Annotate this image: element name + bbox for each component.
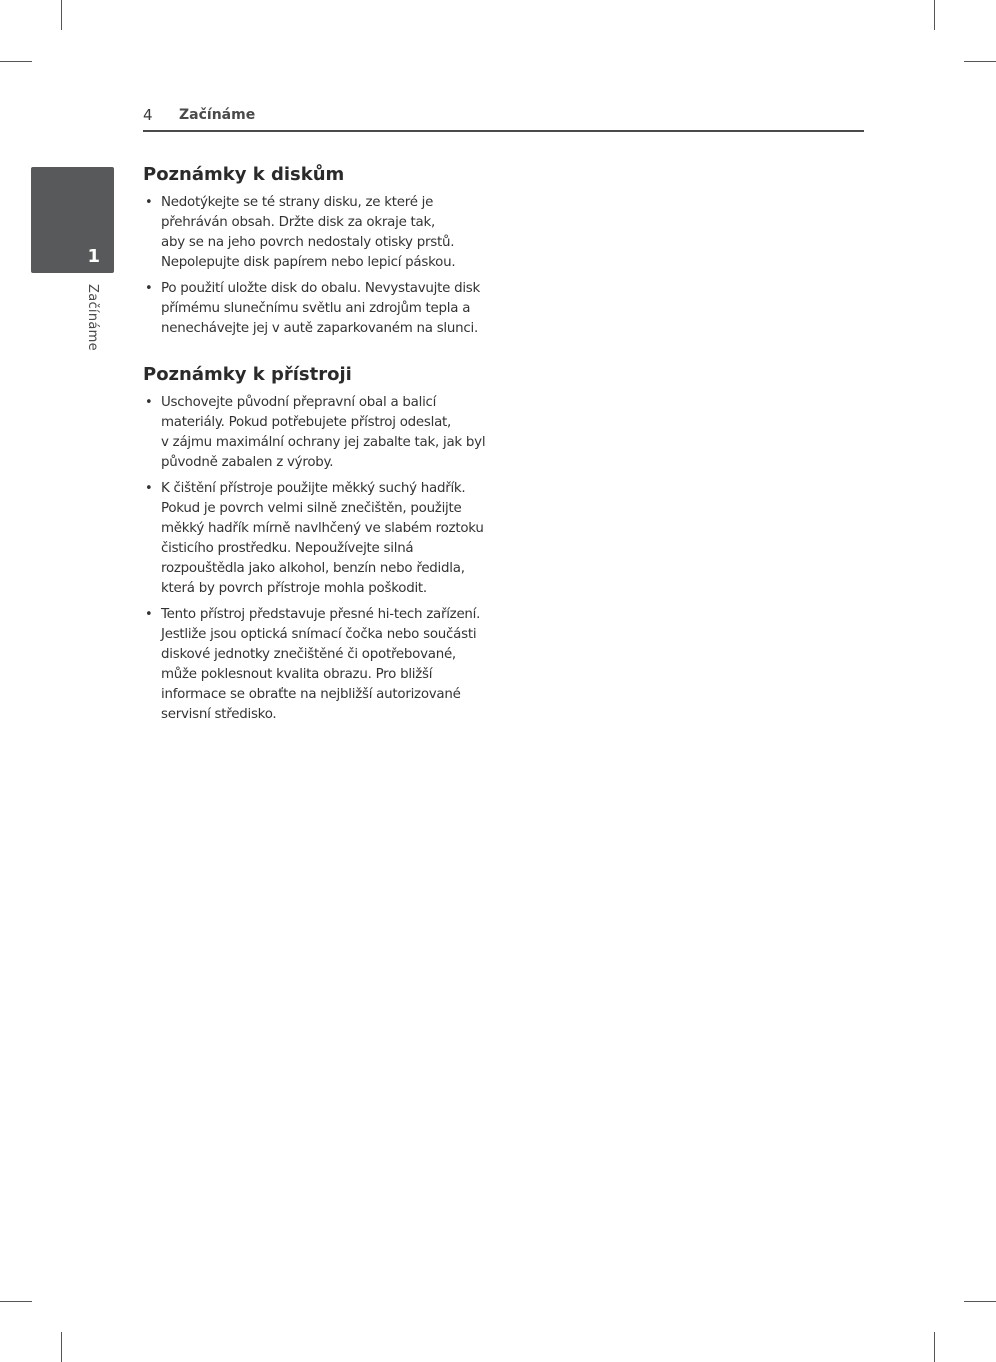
- bullet-item: • Po použití uložte disk do obalu. Nevystavujte disk přímému slunečnímu světlu ani zdrojům tepla a nenechávejte jej v autě zaparkovaném na slunci.: [143, 279, 495, 339]
- bullet-item: • Tento přístroj představuje přesné hi-tech zařízení. Jestliže jsou optická snímací čočka nebo součásti diskové jednotky znečištěné či opotřebované, může poklesnout kvalita obrazu. Pro bližší informace se obraťte na nejbližší autorizované servisní středisko.: [143, 605, 495, 725]
- chapter-side-label: Začínáme: [85, 284, 100, 351]
- chapter-number: 1: [87, 246, 100, 267]
- section-disc-notes: [143, 164, 495, 345]
- bullet-list: [143, 393, 495, 725]
- bullet-list: [143, 193, 495, 339]
- page-number: 4: [143, 106, 153, 124]
- chapter-tab: [31, 167, 114, 273]
- section-title: Poznámky k diskům: [143, 164, 345, 185]
- crop-mark: [61, 1332, 62, 1362]
- bullet-item: • Nedotýkejte se té strany disku, ze které je přehráván obsah. Držte disk za okraje tak, aby se na jeho povrch nedostaly otisky prstů. Nepolepujte disk papírem nebo lepicí páskou.: [143, 193, 495, 273]
- crop-mark: [61, 0, 62, 30]
- section-device-notes: [143, 364, 495, 731]
- crop-mark: [934, 1332, 935, 1362]
- crop-mark: [934, 0, 935, 30]
- crop-mark: [0, 61, 32, 62]
- header-title: Začínáme: [179, 107, 256, 123]
- page-header: [143, 104, 864, 132]
- section-title: Poznámky k přístroji: [143, 364, 352, 385]
- bullet-item: • Uschovejte původní přepravní obal a balicí materiály. Pokud potřebujete přístroj odeslat, v zájmu maximální ochrany jej zabalte tak, jak byl původně zabalen z výroby.: [143, 393, 495, 473]
- crop-mark: [0, 1301, 32, 1302]
- bullet-item: • K čištění přístroje použijte měkký suchý hadřík. Pokud je povrch velmi silně znečištěn, použijte měkký hadřík mírně navlhčený ve slabém roztoku čisticího prostředku. Nepoužívejte silná rozpouštědla jako alkohol, benzín nebo ředidla, která by povrch přístroje mohla poškodit.: [143, 479, 495, 599]
- crop-mark: [964, 1301, 996, 1302]
- crop-mark: [964, 61, 996, 62]
